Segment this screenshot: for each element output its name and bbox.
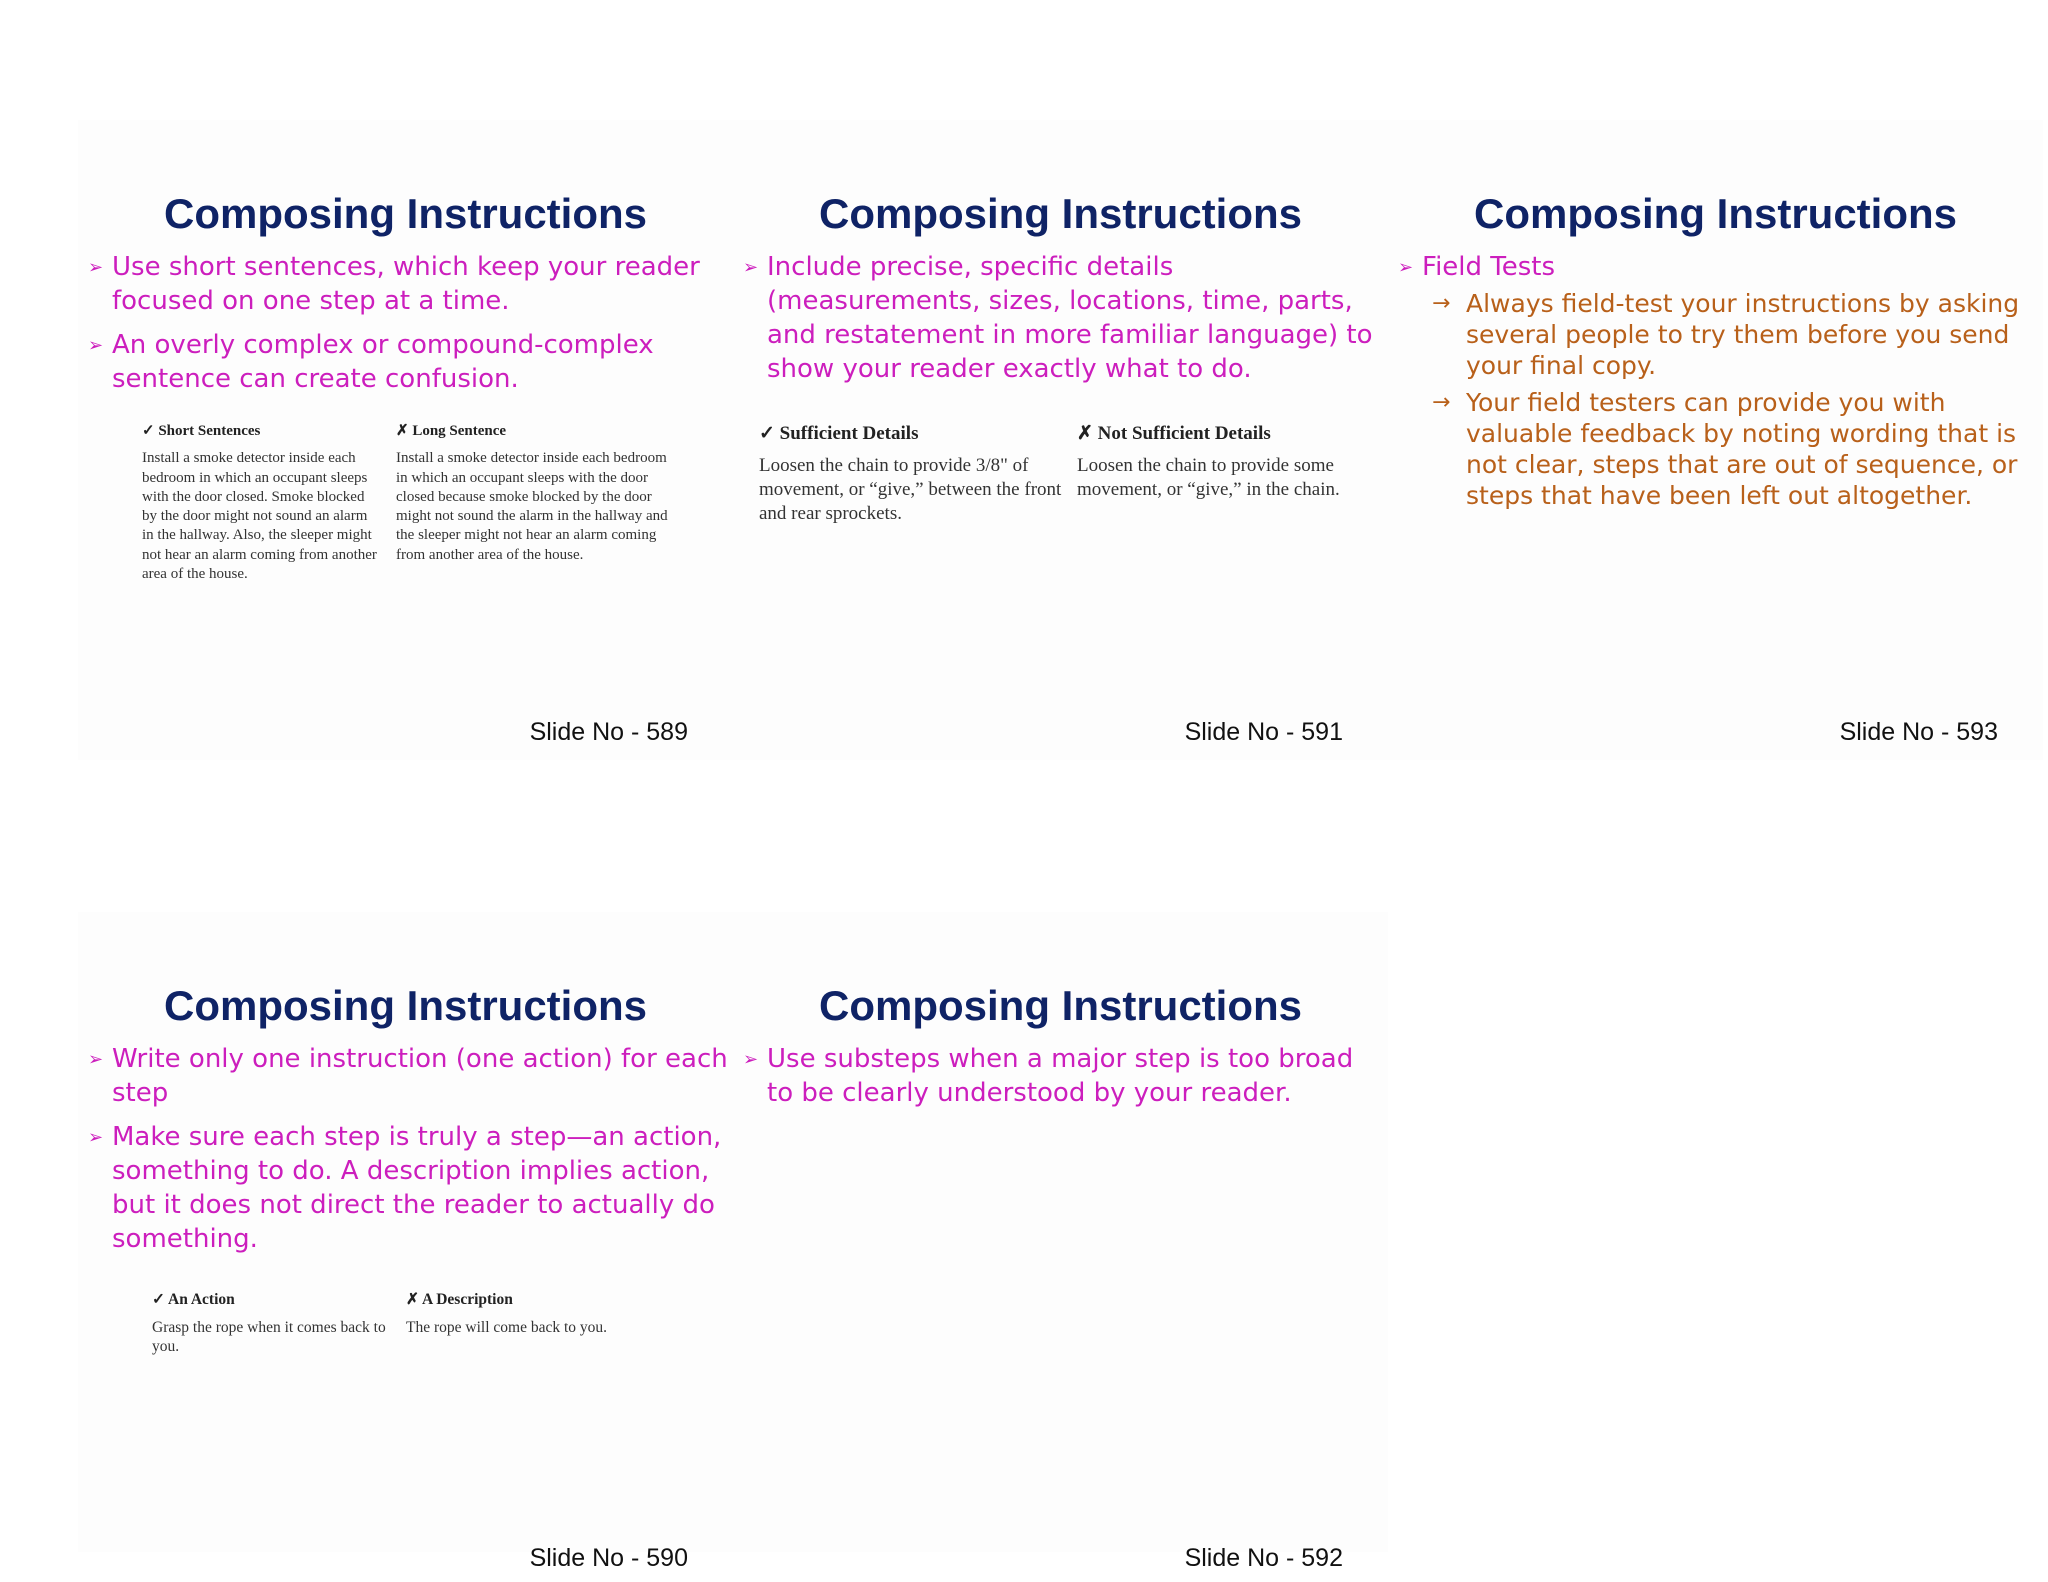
example-right-text: Loosen the chain to provide some movement, or “give,” in the chain.	[1077, 455, 1340, 500]
bullet-item	[84, 250, 724, 318]
right-arrow-icon: →	[1432, 291, 1451, 316]
bullet-text: An overly complex or compound-complex sentence can create confusion.	[112, 330, 654, 394]
slide-589	[78, 120, 733, 760]
bullet-list	[1394, 250, 2039, 517]
arrowhead-bullet-icon: ➢	[88, 335, 104, 356]
example-right-column	[1077, 422, 1377, 502]
example-right-text: The rope will come back to you.	[406, 1318, 608, 1336]
right-arrow-icon: →	[1432, 390, 1451, 415]
bullet-item	[84, 328, 724, 396]
sub-bullet-item	[1394, 387, 2039, 511]
arrowhead-bullet-icon: ➢	[743, 1049, 759, 1070]
bullet-text: Make sure each step is truly a step—an action, something to do. A description implies action, but it does not direct the reader to actually do something.	[112, 1122, 722, 1254]
bullet-item	[84, 1042, 729, 1110]
slide-number: Slide No - 590	[529, 1544, 688, 1572]
arrowhead-bullet-icon: ➢	[88, 1049, 104, 1070]
slide-title: Composing Instructions	[1474, 190, 1957, 237]
example-comparison	[759, 422, 1379, 532]
slide-title: Composing Instructions	[819, 982, 1302, 1029]
bullet-list	[84, 250, 724, 406]
bullet-text: Use substeps when a major step is too broad to be clearly understood by your reader.	[767, 1044, 1354, 1108]
bullet-item	[84, 1120, 729, 1256]
bullet-text: Write only one instruction (one action) for each step	[112, 1044, 728, 1108]
bullet-list	[739, 250, 1384, 396]
example-left-column	[152, 1290, 392, 1357]
slide-591	[733, 120, 1388, 760]
slide-593	[1388, 120, 2043, 760]
example-left-text: Loosen the chain to provide 3/8" of movement, or “give,” between the front and rear sprockets.	[759, 455, 1062, 524]
example-right-heading: ✗ A Description	[406, 1291, 513, 1308]
example-comparison	[152, 1290, 692, 1370]
bullet-item	[739, 1042, 1379, 1110]
example-right-column	[406, 1290, 686, 1337]
bullet-item	[739, 250, 1384, 386]
slide-592	[733, 912, 1388, 1572]
slide-title: Composing Instructions	[819, 190, 1302, 237]
example-left-column	[759, 422, 1071, 526]
example-right-text: Install a smoke detector inside each bedroom in which an occupant sleeps with the door closed because smoke blocked by the door might not sound the alarm in the hallway and the sleeper might not hear an alarm coming from another area of the house.	[396, 450, 668, 563]
arrowhead-bullet-icon: ➢	[88, 1127, 104, 1148]
slide-590	[78, 912, 733, 1572]
bullet-text: Field Tests	[1422, 252, 1556, 282]
bullet-text: Include precise, specific details (measurements, sizes, locations, time, parts, and restatement in more familiar language) to show your reader exactly what to do.	[767, 252, 1373, 384]
slide-number: Slide No - 593	[1839, 718, 1998, 746]
example-left-text: Install a smoke detector inside each bedroom in which an occupant sleeps with the door closed. Smoke blocked by the door might not sound an alarm in the hallway. Also, the sleeper might not hear an alarm coming from another area of the house.	[142, 450, 377, 583]
slide-title: Composing Instructions	[164, 190, 647, 237]
arrowhead-bullet-icon: ➢	[1398, 257, 1414, 278]
arrowhead-bullet-icon: ➢	[743, 257, 759, 278]
example-right-column	[396, 422, 676, 565]
sub-bullet-text: Always field-test your instructions by asking several people to try them before you send your final copy.	[1466, 289, 2020, 380]
slide-number: Slide No - 592	[1184, 1544, 1343, 1572]
example-left-heading: ✓ Short Sentences	[142, 423, 261, 439]
example-left-text: Grasp the rope when it comes back to you.	[152, 1318, 386, 1355]
sub-bullet-text: Your field testers can provide you with valuable feedback by noting wording that is not clear, steps that are out of sequence, or steps that have been left out altogether.	[1466, 388, 2018, 510]
slide-title: Composing Instructions	[164, 982, 647, 1029]
example-left-heading: ✓ Sufficient Details	[759, 423, 919, 444]
sub-bullet-item	[1394, 288, 2039, 381]
arrowhead-bullet-icon: ➢	[88, 257, 104, 278]
example-right-heading: ✗ Long Sentence	[396, 423, 507, 439]
slide-number: Slide No - 589	[529, 718, 688, 746]
example-left-heading: ✓ An Action	[152, 1291, 235, 1308]
slide-number: Slide No - 591	[1184, 718, 1343, 746]
example-left-column	[142, 422, 382, 584]
bullet-list	[84, 1042, 729, 1266]
bullet-item	[1394, 250, 2039, 284]
example-right-heading: ✗ Not Sufficient Details	[1077, 423, 1271, 444]
example-comparison	[142, 422, 682, 612]
bullet-text: Use short sentences, which keep your reader focused on one step at a time.	[112, 252, 700, 316]
bullet-list	[739, 1042, 1379, 1120]
